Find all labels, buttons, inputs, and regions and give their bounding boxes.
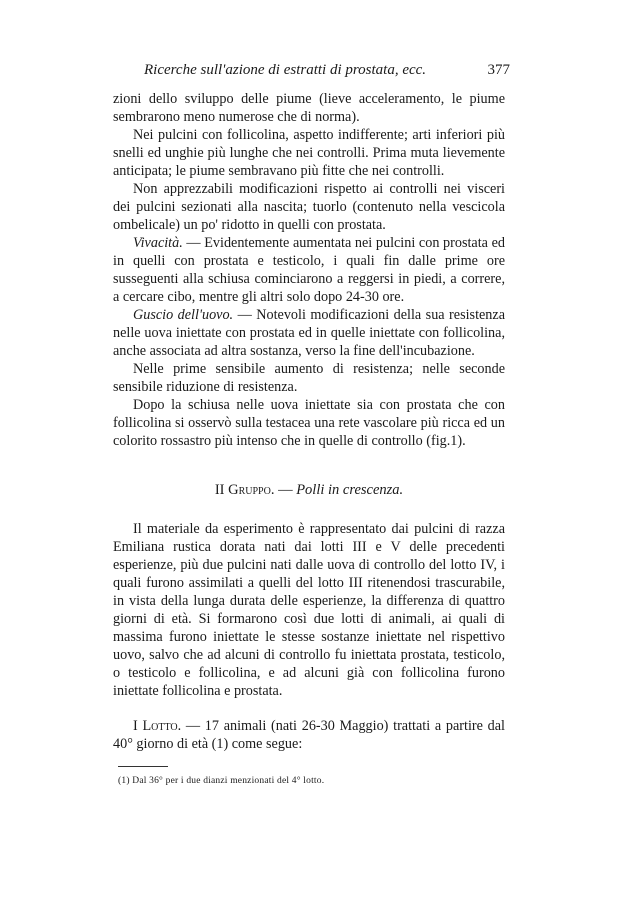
guscio-text: — Notevoli modificazioni della sua resistenza nelle uova iniettate con prostata ed in quelle iniettate con follicolina, anche associata ad altra sostanza, verso la fine dell'incubazione. — [113, 307, 505, 359]
guscio-label: Guscio dell'uovo. — [133, 307, 234, 323]
section-heading — [113, 482, 505, 499]
body-text-middle — [113, 520, 505, 700]
body-text-lotto — [113, 717, 505, 753]
page-number: 377 — [487, 62, 510, 78]
paragraph-visceri: Non apprezzabili modificazioni rispetto ai controlli nei visceri dei pulcini sezionati alla nascita; tuorlo (contenuto nella vescicola ombelicale) un po' ridotto in quelli con prostata. — [113, 181, 505, 233]
running-title: Ricerche sull'azione di estratti di prostata, ecc. — [144, 62, 427, 78]
footnote-rule — [118, 766, 168, 767]
running-header — [110, 62, 510, 86]
lotto-label: I Lotto. — [133, 718, 182, 734]
vivacita-text: — Evidentemente aumentata nei pulcini con prostata ed in quelli con prostata e testicolo, i quali fin dalle prime ore susseguenti alla schiusa cominciarono a reggersi in piedi, a correre, a cercare cibo, mentre gli altri solo dopo 24-30 ore. — [113, 235, 505, 305]
footnote: (1) Dal 36° per i due dianzi menzionati del 4° lotto. — [118, 776, 325, 786]
paragraph-materiale: Il materiale da esperimento è rappresentato dai pulcini di razza Emiliana rustica dorata nati dai lotti III e V delle precedenti esperienze, più due pulcini nati dalle uova di controllo del lotto IV, i quali furono assimilati a quelli del lotto III ritenendosi trascurabile, in vista della lunga durata delle esperienze, la differenza di quattro giorni di età. Si formarono così due lotti di animali, ai quali di massima furono iniettate le stesse sostanze iniettate nel rispettivo uovo, salvo che ad alcuni di controllo fu iniettata prostata, testicolo, o testicolo e follicolina, e ad alcuni già con follicolina furono iniettate follicolina e prostata. — [113, 521, 505, 699]
paragraph-feathers: zioni dello sviluppo delle piume (lieve acceleramento, le piume sembrarono meno numerose che di norma). — [113, 91, 505, 125]
section-subtitle: Polli in crescenza. — [296, 482, 404, 498]
lotto-text: — 17 animali (nati 26-30 Maggio) trattati a partire dal 40° giorno di età (1) come segue: — [113, 718, 506, 752]
paragraph-follicolina: Nei pulcini con follicolina, aspetto indifferente; arti inferiori più snelli ed unghie più lunghe che nei controlli. Prima muta lievemente anticipata; le piume sembravano più fitte che nei controlli. — [113, 127, 505, 179]
paragraph-guscio — [113, 306, 505, 360]
paragraph-resistenza: Nelle prime sensibile aumento di resistenza; nelle seconde sensibile riduzione di resistenza. — [113, 361, 505, 395]
section-name: Gruppo. — [228, 482, 275, 498]
section-number: II — [214, 482, 225, 498]
paragraph-schiusa: Dopo la schiusa nelle uova iniettate sia con prostata che con follicolina si osservò sulla testacea una rete vascolare più ricca ed un colorito rossastro più intenso che in quelle di controllo (fig.1). — [113, 397, 505, 449]
vivacita-label: Vivacità. — [133, 235, 183, 251]
body-text-top — [113, 90, 505, 450]
paragraph-vivacita — [113, 234, 505, 306]
section-dash: — — [274, 482, 297, 498]
paragraph-lotto — [113, 717, 505, 753]
